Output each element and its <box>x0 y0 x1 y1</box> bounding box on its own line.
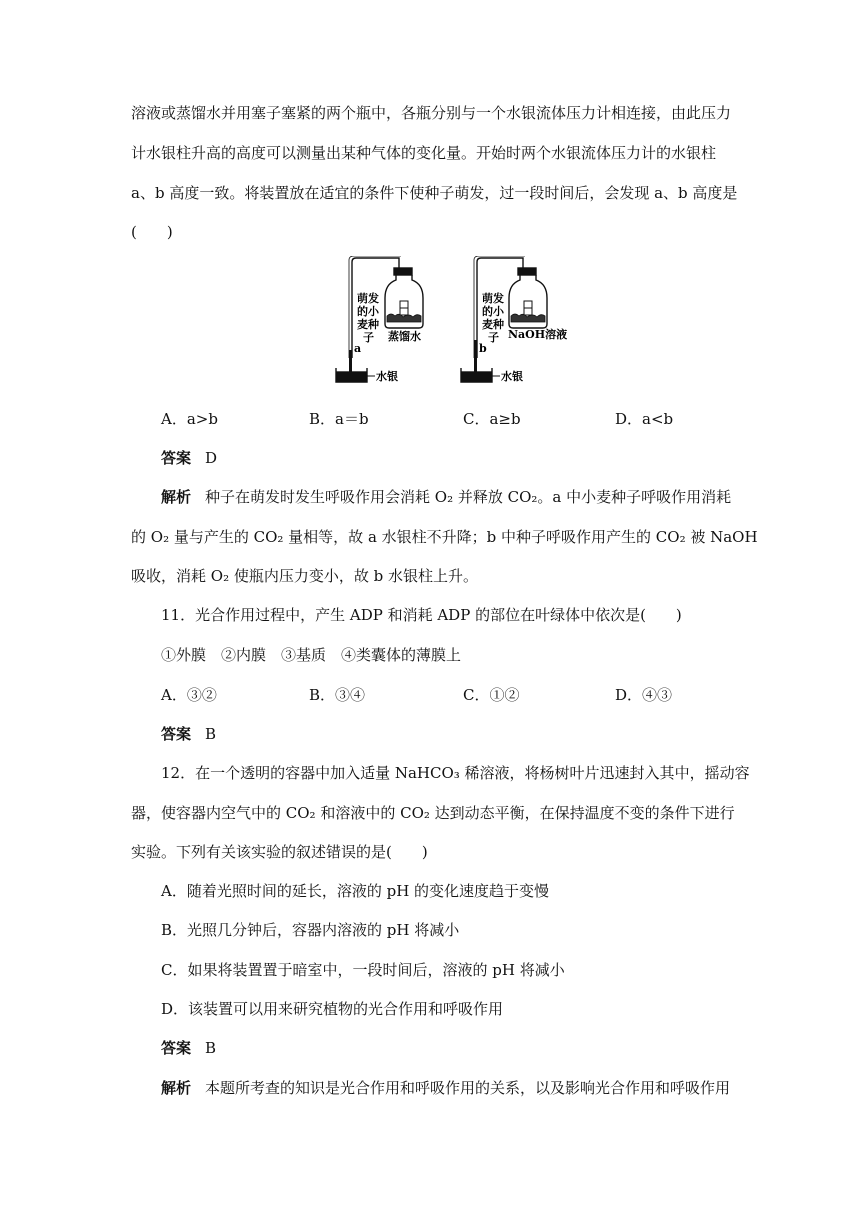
q12-stem-line-2: 器，使容器内空气中的 CO₂ 和溶液中的 CO₂ 达到动态平衡，在保持温度不变的条件下进行 <box>131 804 735 822</box>
q12-answer <box>161 1038 216 1058</box>
left-seed-label-2: 的小 <box>357 305 379 318</box>
left-seed-label-1: 萌发 <box>357 292 379 305</box>
right-seed-label-3: 麦种 <box>482 318 504 331</box>
left-apparatus <box>336 256 423 382</box>
q11-items: ①外膜 ②内膜 ③基质 ④类囊体的薄膜上 <box>161 646 462 664</box>
q10-analysis-line-3: 吸收，消耗 O₂ 使瓶内压力变小，故 b 水银柱上升。 <box>131 567 478 585</box>
right-apparatus <box>461 256 547 382</box>
q10-text-line-2: 计水银柱升高的高度可以测量出某种气体的变化量。开始时两个水银流体压力计的水银柱 <box>131 144 717 162</box>
q12-option-c[interactable]: C．如果将装置置于暗室中，一段时间后，溶液的 pH 将减小 <box>161 961 565 979</box>
q10-option-d[interactable]: D．a<b <box>615 410 674 428</box>
q10-text-line-3: a、b 高度一致。将装置放在适宜的条件下使种子萌发，过一段时间后，会发现 a、b 高度是 <box>131 184 738 202</box>
q11-option-b[interactable]: B．③④ <box>309 686 366 704</box>
q10-analysis-line-2: 的 O₂ 量与产生的 CO₂ 量相等，故 a 水银柱不升降；b 中种子呼吸作用产生的 CO₂ 被 NaOH <box>131 528 758 546</box>
q11-stem: 11．光合作用过程中，产生 ADP 和消耗 ADP 的部位在叶绿体中依次是( ) <box>161 606 682 624</box>
left-labels <box>354 291 421 383</box>
q10-text-line-1: 溶液或蒸馏水并用塞子塞紧的两个瓶中，各瓶分别与一个水银流体压力计相连接，由此压力 <box>131 104 732 122</box>
answer-value: B <box>205 1039 217 1057</box>
answer-label: 答案 <box>161 725 192 743</box>
q11-option-d[interactable]: D．④③ <box>615 686 673 704</box>
q11-option-c[interactable]: C．①② <box>463 686 520 704</box>
right-seed-label-2: 的小 <box>482 305 504 318</box>
right-mercury-label: 水银 <box>501 370 523 383</box>
q10-analysis-line-1: 解析 种子在萌发时发生呼吸作用会消耗 O₂ 并释放 CO₂。a 中小麦种子呼吸作用消耗 <box>161 488 732 506</box>
left-seed-label-3: 麦种 <box>357 318 379 331</box>
answer-label: 答案 <box>161 449 192 467</box>
q10-options <box>161 409 721 429</box>
right-seed-label-4: 子 <box>488 331 499 344</box>
q12-stem-line-1: 12．在一个透明的容器中加入适量 NaHCO₃ 稀溶液，将杨树叶片迅速封入其中，摇动容 <box>161 764 750 782</box>
left-bottle-label: 蒸馏水 <box>388 330 421 343</box>
q12-option-b[interactable]: B．光照几分钟后，容器内溶液的 pH 将减小 <box>161 921 460 939</box>
q10-option-c[interactable]: C．a≥b <box>463 410 521 428</box>
q11-options <box>161 685 721 705</box>
q10-answer <box>161 448 217 468</box>
answer-value: D <box>205 449 218 467</box>
right-bottle-label: NaOH溶液 <box>508 328 568 341</box>
left-mercury-label: 水银 <box>376 370 398 383</box>
right-column-label: b <box>479 342 487 355</box>
q12-analysis: 解析 本题所考查的知识是光合作用和呼吸作用的关系，以及影响光合作用和呼吸作用 <box>161 1079 731 1097</box>
analysis-label: 解析 <box>161 1079 192 1097</box>
q11-answer <box>161 724 216 744</box>
apparatus-diagram <box>325 256 575 388</box>
q12-option-a[interactable]: A．随着光照时间的延长，溶液的 pH 的变化速度趋于变慢 <box>161 882 550 900</box>
q12-stem-line-3: 实验。下列有关该实验的叙述错误的是( ) <box>131 843 428 861</box>
q11-option-a[interactable]: A．③② <box>161 686 217 704</box>
answer-value: B <box>205 725 217 743</box>
right-seed-label-1: 萌发 <box>482 292 504 305</box>
q10-option-b[interactable]: B．a＝b <box>309 410 369 428</box>
answer-label: 答案 <box>161 1039 192 1057</box>
left-seed-label-4: 子 <box>363 331 374 344</box>
left-column-label: a <box>354 342 362 355</box>
q10-option-a[interactable]: A．a>b <box>161 410 218 428</box>
q10-bracket: ( ) <box>131 223 173 241</box>
q12-option-d[interactable]: D．该装置可以用来研究植物的光合作用和呼吸作用 <box>161 1000 504 1018</box>
analysis-label: 解析 <box>161 488 192 506</box>
